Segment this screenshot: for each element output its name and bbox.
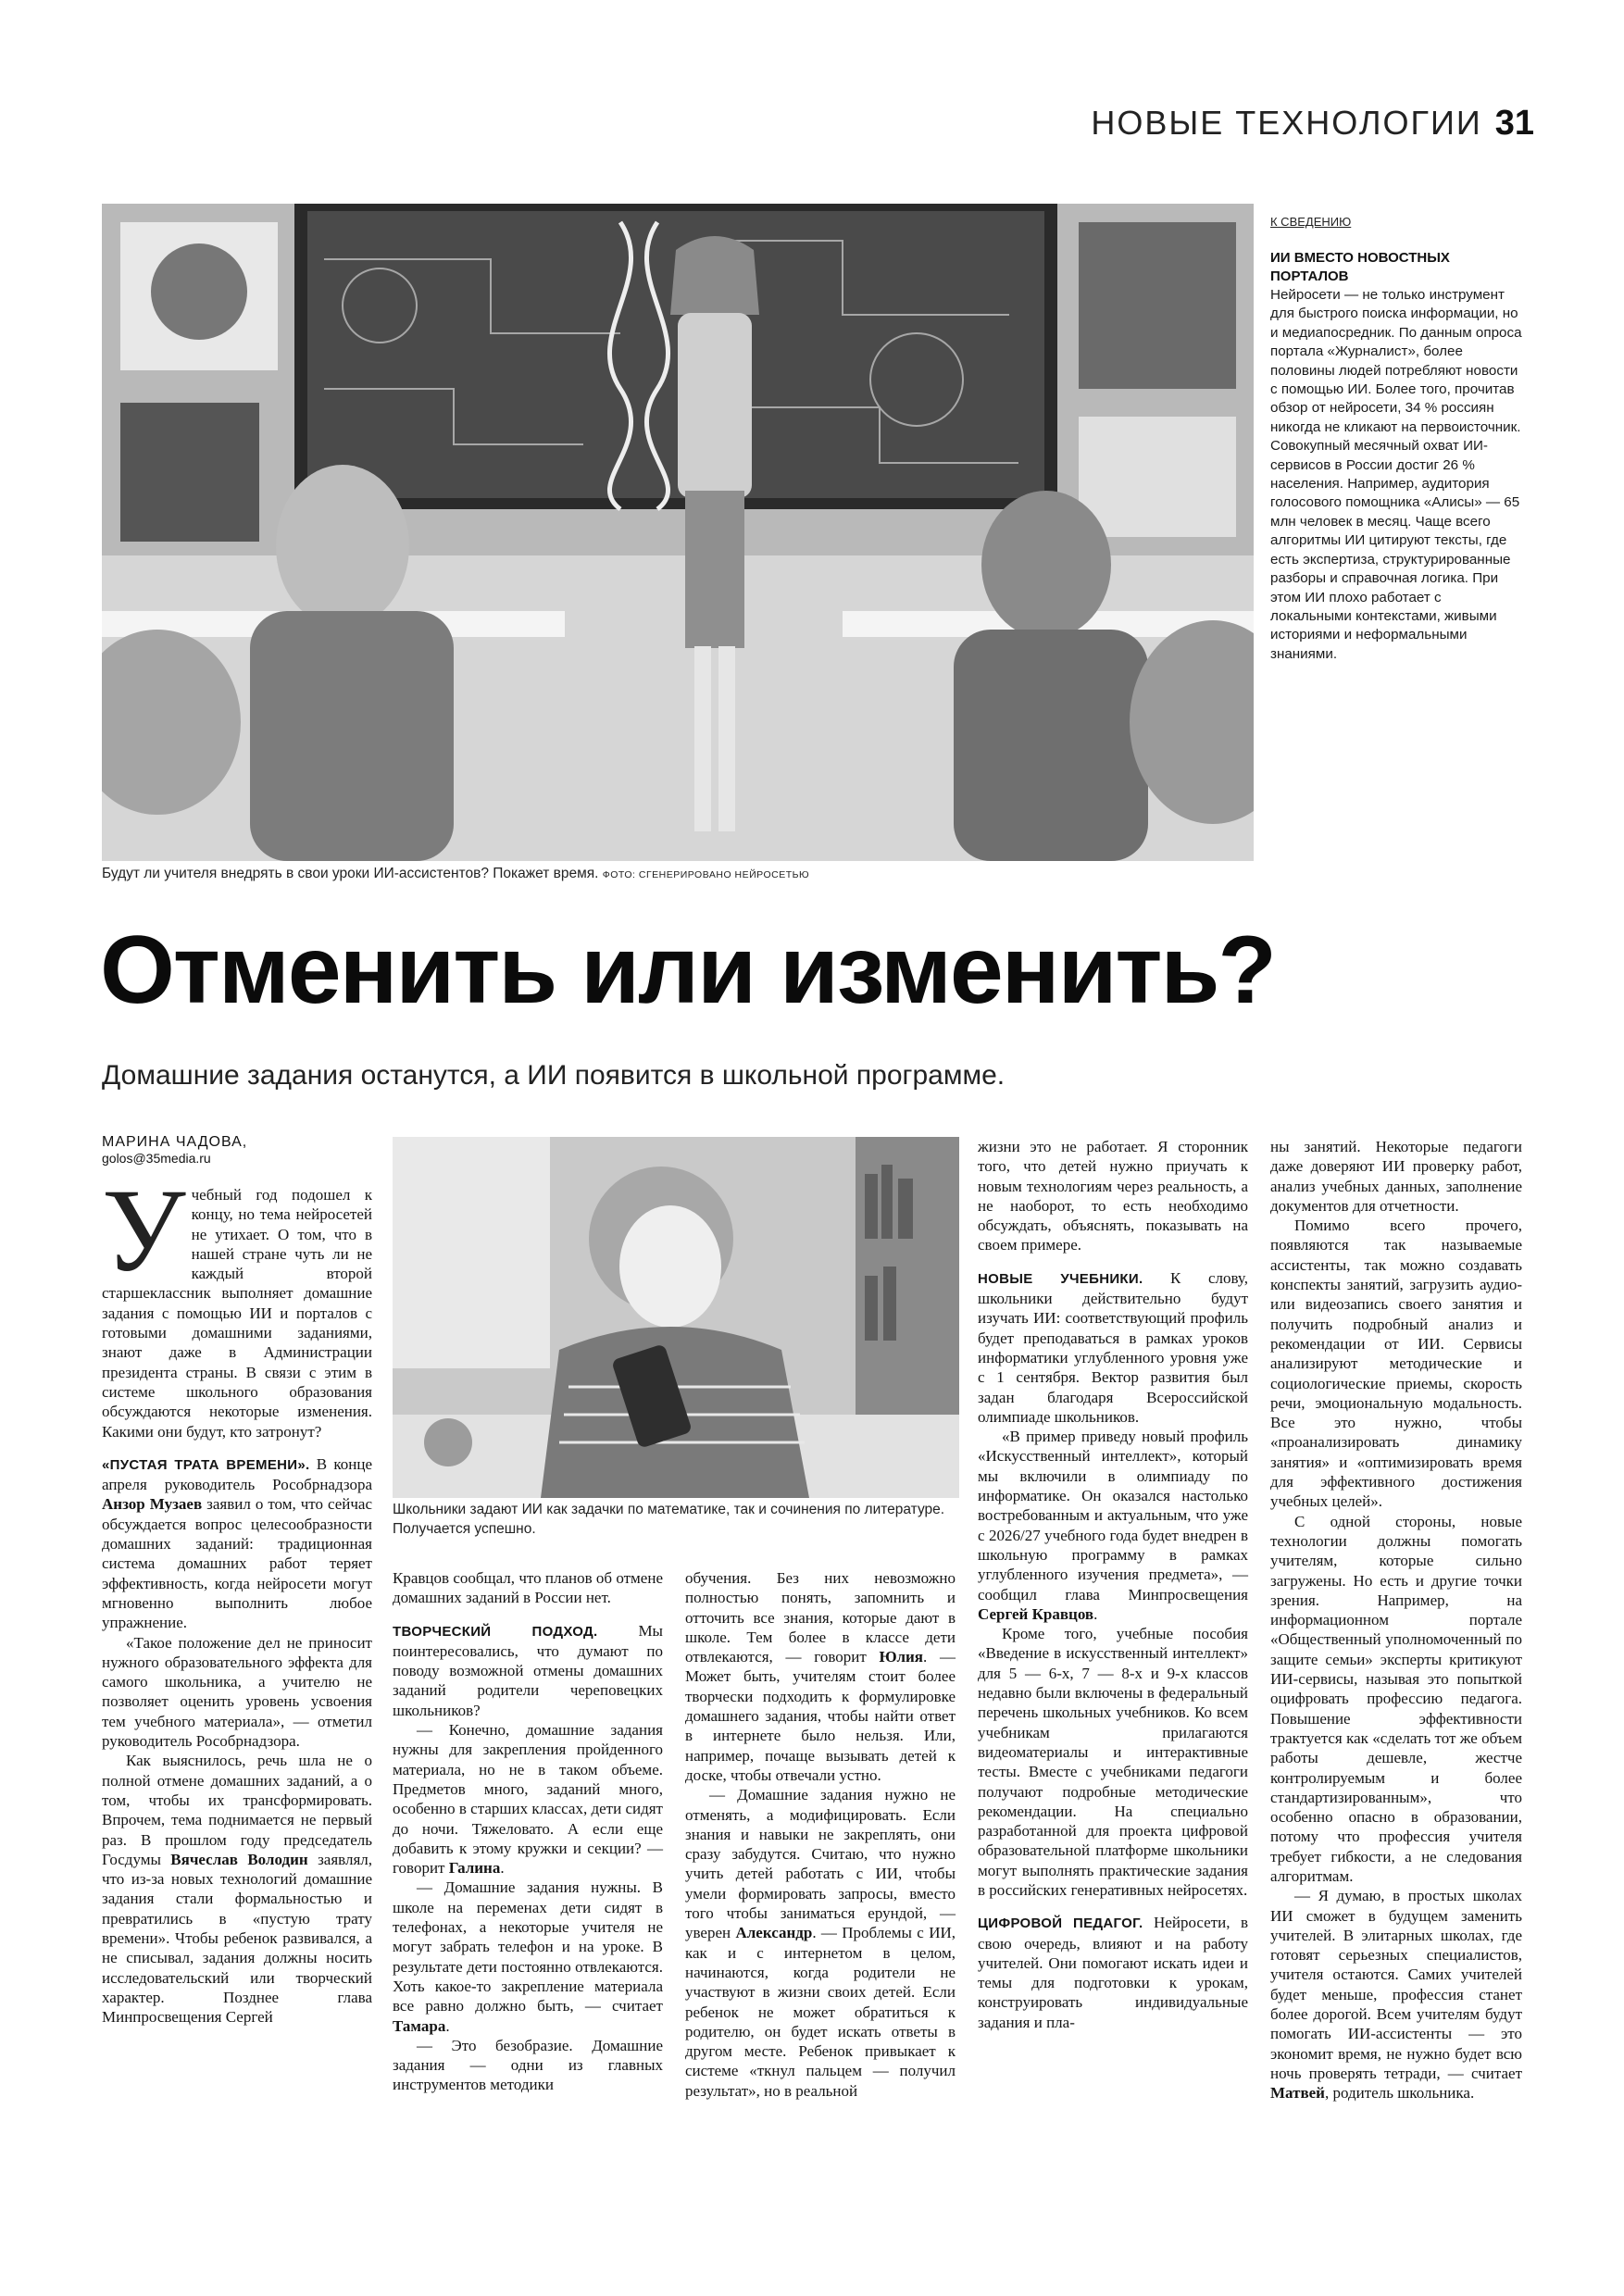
article-column-4	[978, 1137, 1248, 2032]
caption-text: Будут ли учителя внедрять в свои уроки ИИ-ассистентов? Покажет время.	[102, 866, 599, 881]
paragraph: Кроме того, учебные пособия «Введение в искусственный интеллект» для 5 — 6-х, 7 — 8-х и 9-х классов недавно были включены в федеральный перечень школьных учебников. Ко всем учебникам прилагаются видеоматериалы и интерактивные тесты. Вместе с учебниками педагоги получают подробные методические рекомендации. На специально разработанной для проекта цифровой образовательной платформе школьники могут выполнять практические задания в российских генеративных нейросетях.	[978, 1625, 1248, 1899]
person-name: Анзор Музаев	[102, 1495, 203, 1514]
photo-credit: ФОТО: СГЕНЕРИРОВАНО НЕЙРОСЕТЬЮ	[602, 869, 810, 880]
subheading-digital-teacher: ЦИФРОВОЙ ПЕДАГОГ.	[978, 1915, 1143, 1932]
person-name: Галина	[448, 1859, 501, 1878]
text: Мы поинтересовались, что думают по поводу возможной отмены домашних заданий родители череповецких школьников?	[393, 1621, 663, 1719]
section-1-paragraph	[102, 1454, 372, 1633]
text: — Я думаю, в простых школах ИИ сможет в будущем заменить учителей. В элитарных школах, где готовят серьезных специалистов, учителя остаются. Самих учителей будет меньше, профессия станет более дорогой. Всем учителям будут помогать ИИ-ассистенты — это экономит время, не нужно будет всю ночь проверять тетради, — считает	[1270, 1887, 1522, 2082]
paragraph: С одной стороны, новые технологии должны помогать учителям, которые сильно загружены. Но есть и другие точки зрения. Например, на информационном портале «Общественный уполномоченный по защите семьи» эксперты критикуют ИИ-сервисы, называя это попыткой оцифровать профессию педагога. Повышение эффективности трактуется как «сделать тот же объем работы дешевле, жестче контролируемым и более стандартизированным», что особенно опасно в образовании, потому что профессия учителя требует гибкости, а не следования алгоритмам.	[1270, 1512, 1522, 1885]
mid-photo-caption: Школьники задают ИИ как задачки по математике, так и сочинения по литературе. Получается успешно.	[393, 1502, 945, 1537]
paragraph	[685, 1568, 956, 1785]
page-number: 31	[1494, 104, 1534, 143]
article-column-3	[685, 1568, 956, 2101]
girl-illustration	[393, 1137, 959, 1498]
section-3-paragraph	[978, 1268, 1248, 1427]
paragraph: жизни это не работает. Я сторонник того, что детей нужно приучать к новым технологиям через реальность, а не наоборот, то есть необходимо обсуждать, объяснять, показывать на своем примере.	[978, 1138, 1248, 1254]
lead-text: Домашние задания останутся, а ИИ появится в школьной программе.	[102, 1060, 1006, 1091]
text: заявил о том, что сейчас обсуждается вопрос целесообразности домашних заданий: традиционная система домашних работ теряет эффективность, когда нейросети могут мгновенно выполнить любое упражнение.	[102, 1495, 372, 1632]
text: В конце апреля руководитель Рособрнадзора	[102, 1454, 372, 1494]
sidebar	[1270, 215, 1522, 664]
drop-cap: У	[102, 1165, 186, 1296]
person-name: Сергей Кравцов	[978, 1604, 1094, 1623]
section-2-paragraph	[393, 1621, 663, 1720]
top-photo-caption	[102, 864, 1254, 885]
text: К слову, школьники действительно будут изучать ИИ: соответствующий профиль будет преподаваться в рамках уроков информатики углубленного уровня уже с 1 сентября. Вектор развития был задан благодаря Всероссийской олимпиаде школьников.	[978, 1268, 1248, 1426]
article-column-1	[102, 1165, 372, 2027]
text: — Конечно, домашние задания нужны для закрепления пройденного материала, но не в таком объеме. Предметов много, заданий много, особенно в старших классах, дети сидят до ночи. Тяжеловато. А если еще добавить к этому кружки и секции? — говорит	[393, 1721, 663, 1878]
text: . — Может быть, учителям стоит более творчески подходить к формулировке домашнего задания, чтобы найти ответ в интернете было нельзя. Или, например, почаще вызывать детей к доске, чтобы отвечали устно.	[685, 1648, 956, 1784]
author-email: golos@35media.ru	[102, 1151, 211, 1166]
classroom-illustration	[102, 204, 1254, 861]
text: . — Проблемы с ИИ, как и с интернетом в целом, начинаются, когда родители не участвуют в жизни своих детей. Если ребенок не может обратиться к родителю, он будет искать ответы в другом месте. Ребенок привыкает к системе «ткнул пальцем — получил результат», но в реальной	[685, 1924, 956, 2100]
article-column-5	[1270, 1137, 1522, 2103]
text: «В пример приведу новый профиль «Искусственный интеллект», который мы включили в олимпиаду по информатике. Он оказался настолько востребованным и актуальным, что уже с 2026/27 учебного года будет внедрен в школьную программу в рамках углубленного изучения предмета», — сообщил глава Минпросвещения	[978, 1428, 1248, 1603]
text: Как выяснилось, речь шла не о полной отмене домашних заданий, а о том, чтобы их трансформировать. Впрочем, тема поднимается не первый раз. В прошлом году председатель Госдумы	[102, 1752, 372, 1868]
paragraph: Кравцов сообщал, что планов об отмене домашних заданий в России нет.	[393, 1569, 663, 1607]
text: .	[500, 1859, 505, 1878]
text: .	[1093, 1604, 1098, 1623]
article-column-2	[393, 1568, 663, 2095]
paragraph: ны занятий. Некоторые педагоги даже доверяют ИИ проверку работ, анализ учебных данных, заполнение документов для отчетности.	[1270, 1138, 1522, 1215]
paragraph	[685, 1785, 956, 2101]
text: , родитель школьника.	[1324, 2084, 1475, 2103]
person-name: Матвей	[1270, 2084, 1325, 2103]
paragraph	[102, 1751, 372, 2027]
text: Нейросети, в свою очередь, влияют и на работу учителей. Они помогают искать идеи и темы для подготовки к урокам, конструировать индивидуальные задания и пла-	[978, 1914, 1248, 2031]
sidebar-tag: К СВЕДЕНИЮ	[1270, 215, 1352, 229]
person-name: Вячеслав Володин	[170, 1850, 308, 1868]
paragraph	[393, 1720, 663, 1878]
sidebar-title: ИИ ВМЕСТО НОВОСТНЫХ ПОРТАЛОВ	[1270, 250, 1450, 284]
subheading-creative-approach: ТВОРЧЕСКИЙ ПОДХОД.	[393, 1623, 598, 1640]
sidebar-text: Нейросети — не только инструмент для быстрого поиска информации, но и медиапосредник. По данным опроса портала «Журналист», более половины людей потребляют новости с помощью ИИ. Более того, прочитав обзор от нейросети, 34 % россиян никогда не кликают на первоисточник. Совокупный месячный охват ИИ-сервисов в России достиг 26 % населения. Например, аудитория голосового помощника «Алисы» — 65 млн человек в месяц. Чаще всего алгоритмы ИИ цитируют тексты, где есть экспертиза, структурированные разборы и справочная логика. При этом ИИ плохо работает с локальными контекстами, живыми историями и неформальными знаниями.	[1270, 287, 1522, 662]
person-name: Тамара	[393, 2016, 446, 2035]
classroom-photo	[102, 204, 1254, 861]
text: — Домашние задания нужно не отменять, а модифицировать. Если знания и навыки не закреплять, они сразу забудутся. Считаю, что нужно учить детей работать с ИИ, чтобы умели формировать запросы, вместо того чтобы заниматься ерундой, — уверен	[685, 1786, 956, 1942]
paragraph	[1270, 1886, 1522, 2103]
girl-with-phone-photo	[393, 1137, 959, 1498]
section-4-paragraph	[978, 1913, 1248, 2032]
text: заявлял, что из-за новых технологий домашние задания стали формальностью и превратились в «пустую трату времени». Чтобы ребенок развивался, а не списывал, задания должны носить исследовательский или творческий характер. Позднее глава Минпросвещения Сергей	[102, 1850, 372, 2027]
text: обучения. Без них невозможно полностью понять, запомнить и отточить все знания, которые дают в школе. Тем более в классе дети отвлекаются, — говорит	[685, 1569, 956, 1666]
byline	[102, 1134, 247, 1166]
headline: Отменить или изменить?	[100, 917, 1275, 1024]
person-name: Юлия	[879, 1648, 923, 1666]
author-name: МАРИНА ЧАДОВА,	[102, 1134, 248, 1150]
paragraph: Помимо всего прочего, появляются так называемые ассистенты, так можно создавать конспекты занятий, загрузить аудио- или видеозапись своего занятия и получить подробный анализ и рекомендации от ИИ. Сервисы анализируют методические и социологические приемы, скорость речи, эмоциональную модальность. Все это нужно, чтобы «проанализировать динамику занятия» и «оптимизировать время для эффективного достижения учебных целей».	[1270, 1217, 1522, 1511]
paragraph: — Это безобразие. Домашние задания — одни из главных инструментов методики	[393, 2036, 663, 2094]
article-intro: чебный год подошел к концу, но тема нейросетей не утихает. О том, что в нашей стране чуть ли не каждый второй старшеклассник выполняет домашние задания с помощью ИИ и порталов с готовыми домашними заданиями, знают даже в Администрации президента страны. В связи с этим в системе школьного образования обсуждаются некоторые изменения. Какими они будут, кто затронут?	[102, 1186, 372, 1441]
subheading-new-textbooks: НОВЫЕ УЧЕБНИКИ.	[978, 1270, 1143, 1287]
paragraph	[393, 1878, 663, 2035]
person-name: Александр	[735, 1924, 813, 1942]
page-header	[1091, 104, 1534, 144]
section-title: НОВЫЕ ТЕХНОЛОГИИ	[1091, 104, 1482, 142]
text: .	[445, 2016, 450, 2035]
text: — Домашние задания нужны. В школе на переменах дети сидят в телефонах, а некоторые учителя не могут забрать телефон и на уроке. В результате дети постоянно отвлекаются. Хоть какое-то закрепление материала все равно должно быть, — считает	[393, 1878, 663, 2015]
paragraph	[978, 1427, 1248, 1624]
paragraph: «Такое положение дел не приносит нужного образовательного эффекта для самого школьника, а учителю не позволяет оценить уровень усвоения тем учебного материала», — отметил руководитель Рособрнадзора.	[102, 1633, 372, 1751]
subheading-empty-waste: «ПУСТАЯ ТРАТА ВРЕМЕНИ».	[102, 1456, 310, 1473]
